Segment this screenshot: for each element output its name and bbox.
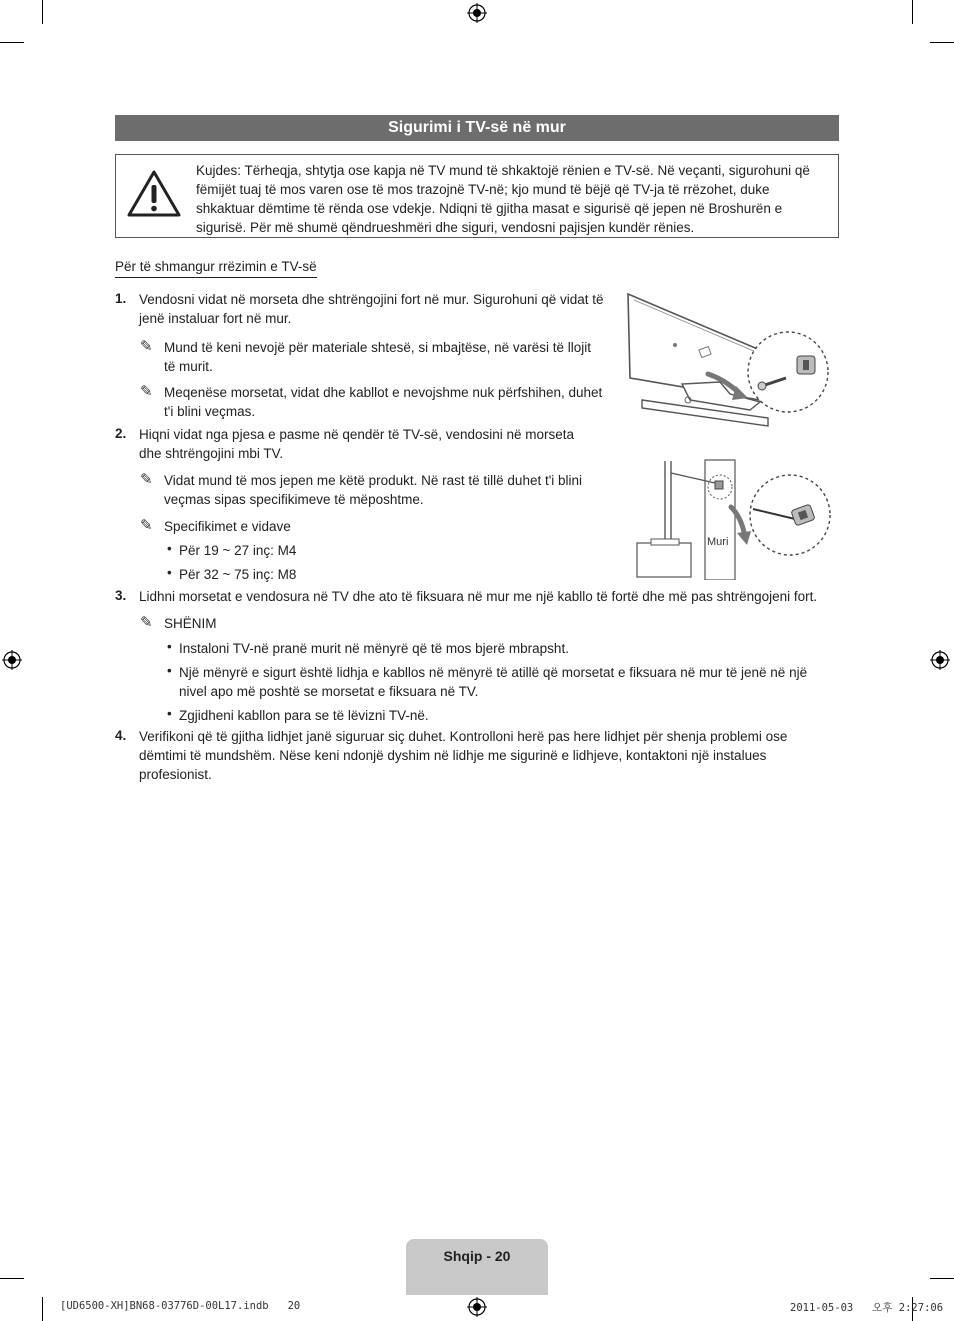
crop-mark [930,42,954,43]
note-icon: ✎ [140,471,153,488]
step-text: Verifikoni që të gjitha lidhjet janë siguruar siç duhet. Kontrolloni herë pas here lidhjet për shenja problemi ose dëmtimi të mundshëm. Nëse keni ndonjë dyshim në lidhje me sigurinë e lidhjeve, kontaktoni një instalues profesionist. [139,729,788,782]
tv-wall-illustration [635,455,835,580]
note-icon: ✎ [140,383,153,400]
step-number: 1. [115,291,127,306]
note-icon: ✎ [140,614,153,631]
note-text: Mund të keni nevojë për materiale shtesë, si mbajtëse, në varësi të llojit të murit. [164,340,591,374]
step-text: Hiqni vidat nga pjesa e pasme në qendër të TV-së, vendosini në morseta dhe shtrëngojini mbi TV. [139,427,575,461]
warning-icon [126,169,182,219]
caution-box [115,154,839,238]
crop-mark [912,0,913,24]
note-text: Specifikimet e vidave [164,519,291,534]
bullet-dot: • [167,706,172,721]
tv-back-illustration [620,290,835,440]
step-number: 4. [115,728,127,743]
registration-mark-icon [2,650,22,670]
bullet-text: Zgjidheni kabllon para se të lëvizni TV-në. [179,708,429,723]
step-text: Lidhni morsetat e vendosura në TV dhe ato të fiksuara në mur me një kabllo të fortë dhe më pas shtrëngojeni fort. [139,589,818,604]
file-info: [UD6500-XH]BN68-03776D-00L17.indb 20 [60,1300,301,1312]
caution-label: Kujdes [196,163,238,178]
crop-mark [0,42,24,43]
bullet-dot: • [167,565,172,580]
note-icon: ✎ [140,338,153,355]
section-title: Sigurimi i TV-së në mur [115,115,839,141]
step-number: 2. [115,426,127,441]
crop-mark [930,1278,954,1279]
bullet-dot: • [167,663,172,678]
crop-mark [42,0,43,24]
wall-label: Muri [707,536,729,548]
note-text: Meqenëse morsetat, vidat dhe kabllot e nevojshme nuk përfshihen, duhet t'i blini veçmas. [164,385,603,419]
crop-mark [0,1278,24,1279]
print-date: 2011-05-03 오후 2:27:06 [790,1302,944,1314]
bullet-text: Një mënyrë e sigurt është lidhja e kabllos në mënyrë të atillë që morsetat e fiksuara në mur të jenë në një nivel apo më poshtë se morsetat e fiksuara në TV. [179,665,808,699]
bullet-dot: • [167,541,172,556]
page-label: Shqip - 20 [443,1248,511,1264]
bullet-text: Për 32 ~ 75 inç: M8 [179,567,297,582]
note-label: SHËNIM [164,616,217,631]
caution-text [196,161,828,237]
page-number-tab [406,1239,548,1295]
caution-body: : Tërheqja, shtytja ose kapja në TV mund të shkaktojë rënien e TV-së. Në veçanti, sigurohuni që fëmijët tuaj të mos varen ose të mos trazojnë TV-në; kjo mund të bëjë që TV-ja të rrëzohet, duke shkaktuar dëmtime të rënda ose vdekje. Ndiqni të gjitha masat e sigurisë që jepen në Broshurën e sigurisë. Për më shumë qëndrueshmëri dhe siguri, vendosni pajisjen kundër rënies. [196,163,810,235]
registration-mark-icon [467,1297,487,1317]
note-icon: ✎ [140,517,153,534]
bullet-text: Instaloni TV-në pranë murit në mënyrë që të mos bjerë mbrapsht. [179,641,569,656]
step-number: 3. [115,588,127,603]
registration-mark-icon [467,3,487,23]
registration-mark-icon [930,650,950,670]
crop-mark [42,1297,43,1321]
subheading: Për të shmangur rrëzimin e TV-së [115,259,317,278]
note-text: Vidat mund të mos jepen me këtë produkt. Në rast të tillë duhet t'i blini veçmas sipas specifikimeve të mëposhtme. [164,473,583,507]
bullet-dot: • [167,639,172,654]
bullet-text: Për 19 ~ 27 inç: M4 [179,543,297,558]
step-text: Vendosni vidat në morseta dhe shtrëngojini fort në mur. Sigurohuni që vidat të jenë instaluar fort në mur. [139,292,604,326]
